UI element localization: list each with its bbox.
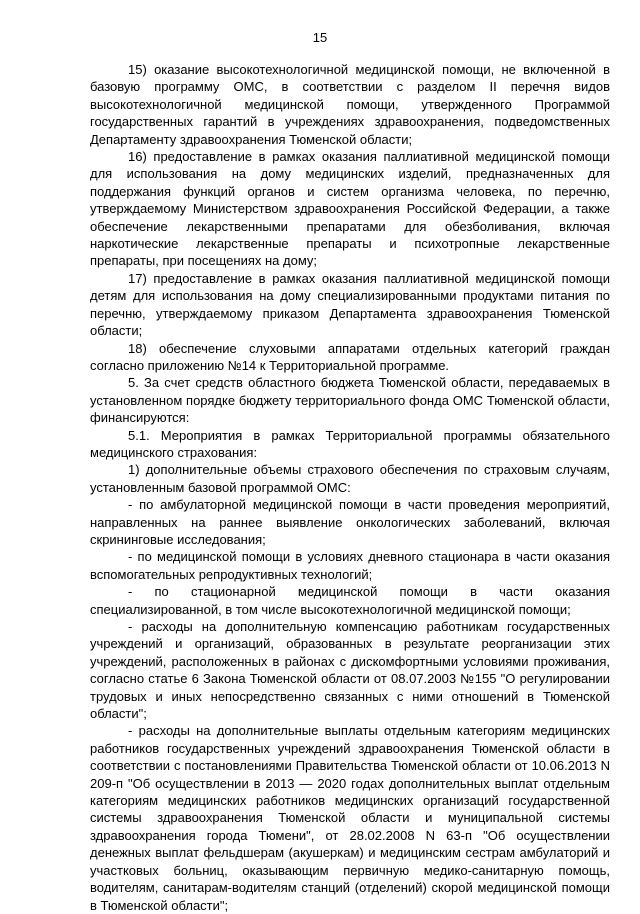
paragraph-item-18: 18) обеспечение слуховыми аппаратами отдельных категорий граждан согласно приложению №14 к Территориальной программе.	[90, 340, 610, 373]
paragraph-item-15: 15) оказание высокотехнологичной медицинской помощи, не включенной в базовую программу ОМС, в соответствии с разделом II перечня видов высокотехнологичной медицинской помощи, утвержденного Программой государственных гарантий в учреждениях здравоохранения, подведомственных Департаменту здравоохранения Тюменской области;	[90, 62, 610, 147]
list-item-ambulatory: - по амбулаторной медицинской помощи в части проведения мероприятий, направленных на раннее выявление онкологических заболеваний, включая скрининговые исследования;	[90, 497, 610, 547]
paragraph-item-17: 17) предоставление в рамках оказания паллиативной медицинской помощи детям для использования на дому специализированными продуктами питания по перечню, утверждаемому приказом Департамента здравоохранения Тюменской области;	[90, 270, 610, 339]
paragraph-section-5-1: 5.1. Мероприятия в рамках Территориальной программы обязательного медицинского страхования:	[90, 427, 610, 460]
page-number: 15	[312, 30, 328, 45]
list-item-day-hospital: - по медицинской помощи в условиях дневного стационара в части оказания вспомогательных репродуктивных технологий;	[90, 549, 610, 582]
list-item-compensation: - расходы на дополнительную компенсацию работникам государственных учреждений и организаций, образованных в результате реорганизации этих учреждений, расположенных в районах с дискомфортными условиями проживания, согласно статье 6 Закона Тюменской области от 08.07.2003 №155 "О регулировании трудовых и иных непосредственно связанных с ними отношений в Тюменской области";	[90, 619, 610, 722]
document-body	[90, 61, 610, 914]
paragraph-section-5: 5. За счет средств областного бюджета Тюменской области, передаваемых в установленном порядке бюджету территориального фонда ОМС Тюменской области, финансируются:	[90, 375, 610, 426]
list-item-inpatient: - по стационарной медицинской помощи в части оказания специализированной, в том числе высокотехнологичной медицинской помощи;	[90, 584, 610, 617]
paragraph-subitem-1: 1) дополнительные объемы страхового обеспечения по страховым случаям, установленным базовой программой ОМС:	[90, 462, 610, 495]
list-item-additional-payments: - расходы на дополнительные выплаты отдельным категориям медицинских работников государственных учреждений здравоохранения Тюменской области в соответствии с постановлениями Правительства Тюменской области от 10.06.2013 N 209-п "Об осуществлении в 2013 — 2020 годах дополнительных выплат отдельным категориям медицинских работников медицинских организаций государственной системы здравоохранения Тюменской области и муниципальной системы здравоохранения города Тюмени", от 28.02.2008 N 63-п "Об осуществлении денежных выплат фельдшерам (акушеркам) и медицинским сестрам амбулаторий и участковых больниц, оказывающим первичную медико-санитарную помощь, водителям, санитарам-водителям станций (отделений) скорой медицинской помощи в Тюменской области";	[90, 723, 610, 913]
paragraph-item-16: 16) предоставление в рамках оказания паллиативной медицинской помощи для использования на дому медицинских изделий, предназначенных для поддержания функций органов и систем организма человека, по перечню, утверждаемому Министерством здравоохранения Российской Федерации, а также обеспечение лекарственными препаратами для обезболивания, включая наркотические лекарственные препараты и психотропные лекарственные препараты, при посещениях на дому;	[90, 149, 610, 269]
